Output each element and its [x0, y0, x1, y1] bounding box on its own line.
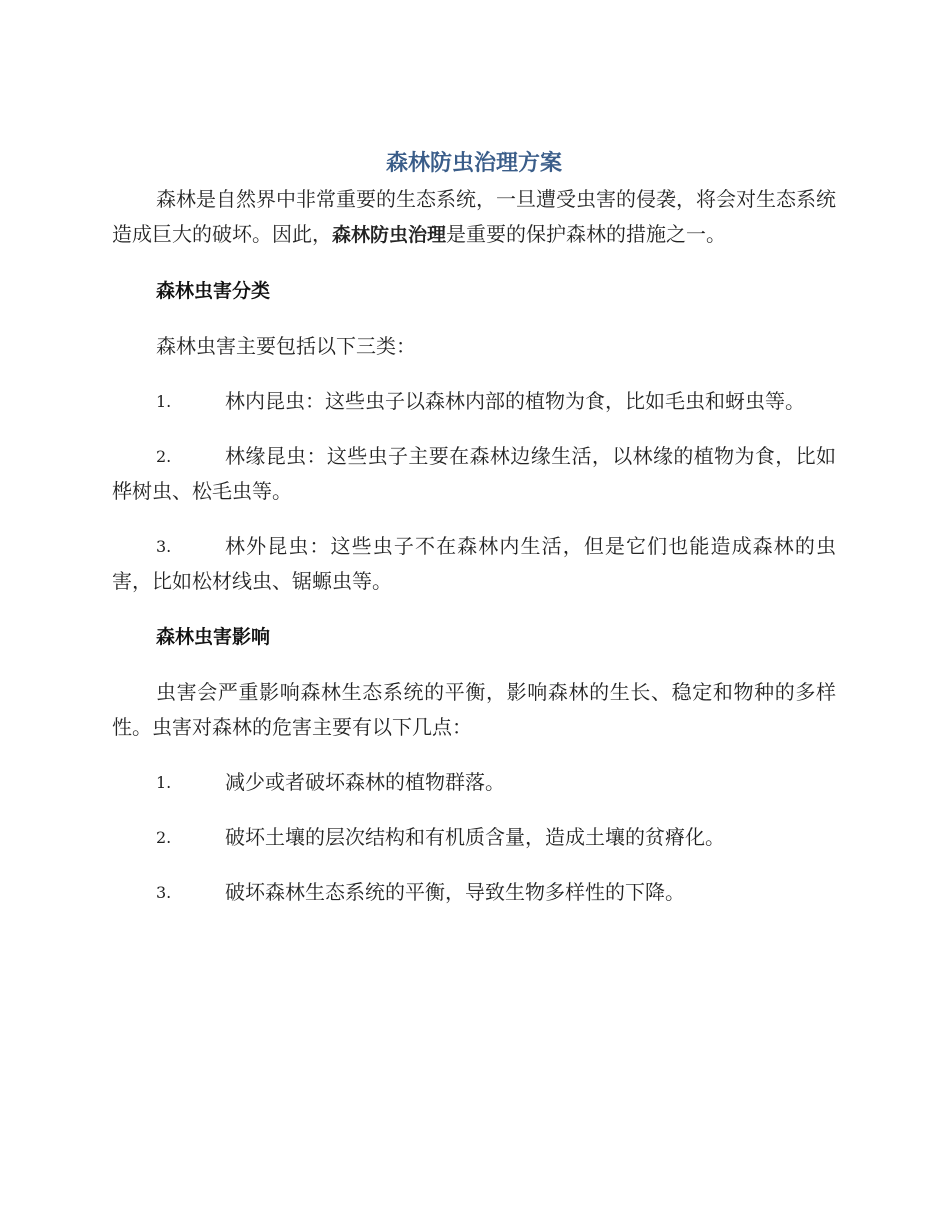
section-heading: 森林虫害分类 — [156, 280, 271, 302]
list-item — [112, 384, 836, 419]
section-pest-classification — [112, 274, 836, 599]
list-item-number: 3. — [156, 883, 172, 902]
list-item-number: 3. — [156, 537, 172, 556]
list-item — [112, 875, 836, 910]
numbered-list — [112, 384, 836, 599]
list-item-text: 林缘昆虫：这些虫子主要在森林边缘生活，以林缘的植物为食，比如桦树虫、松毛虫等。 — [112, 444, 836, 503]
list-item-number: 1. — [156, 392, 172, 411]
list-item-number: 2. — [156, 447, 172, 466]
list-item-text: 破坏森林生态系统的平衡，导致生物多样性的下降。 — [225, 880, 685, 904]
section-pest-impact — [112, 620, 836, 910]
list-item — [112, 765, 836, 800]
intro-text-after: 是重要的保护森林的措施之一。 — [446, 222, 727, 246]
document-body — [112, 146, 836, 910]
intro-text-bold: 森林防虫治理 — [332, 224, 447, 246]
list-item — [112, 820, 836, 855]
list-item — [112, 529, 836, 599]
document-title: 森林防虫治理方案 — [385, 151, 562, 176]
list-item-text: 破坏土壤的层次结构和有机质含量，造成土壤的贫瘠化。 — [225, 825, 725, 849]
section-heading: 森林虫害影响 — [156, 626, 271, 648]
list-item-text: 林内昆虫：这些虫子以森林内部的植物为食，比如毛虫和蚜虫等。 — [225, 389, 805, 413]
section-lead-paragraph: 虫害会严重影响森林生态系统的平衡，影响森林的生长、稳定和物种的多样性。虫害对森林的危害主要有以下几点： — [112, 680, 836, 739]
list-item — [112, 439, 836, 509]
list-item-number: 1. — [156, 773, 172, 792]
section-lead-paragraph: 森林虫害主要包括以下三类： — [156, 334, 416, 358]
list-item-text: 减少或者破坏森林的植物群落。 — [225, 770, 505, 794]
intro-text-before: 森林是自然界中非常重要的生态系统，一旦遭受虫害的侵袭，将会对生态系统造成巨大的破坏。因此， — [112, 187, 836, 246]
intro-paragraph — [112, 182, 836, 253]
list-item-number: 2. — [156, 828, 172, 847]
list-item-text: 林外昆虫：这些虫子不在森林内生活，但是它们也能造成森林的虫害，比如松材线虫、锯螈虫等。 — [112, 534, 836, 593]
numbered-list — [112, 765, 836, 910]
